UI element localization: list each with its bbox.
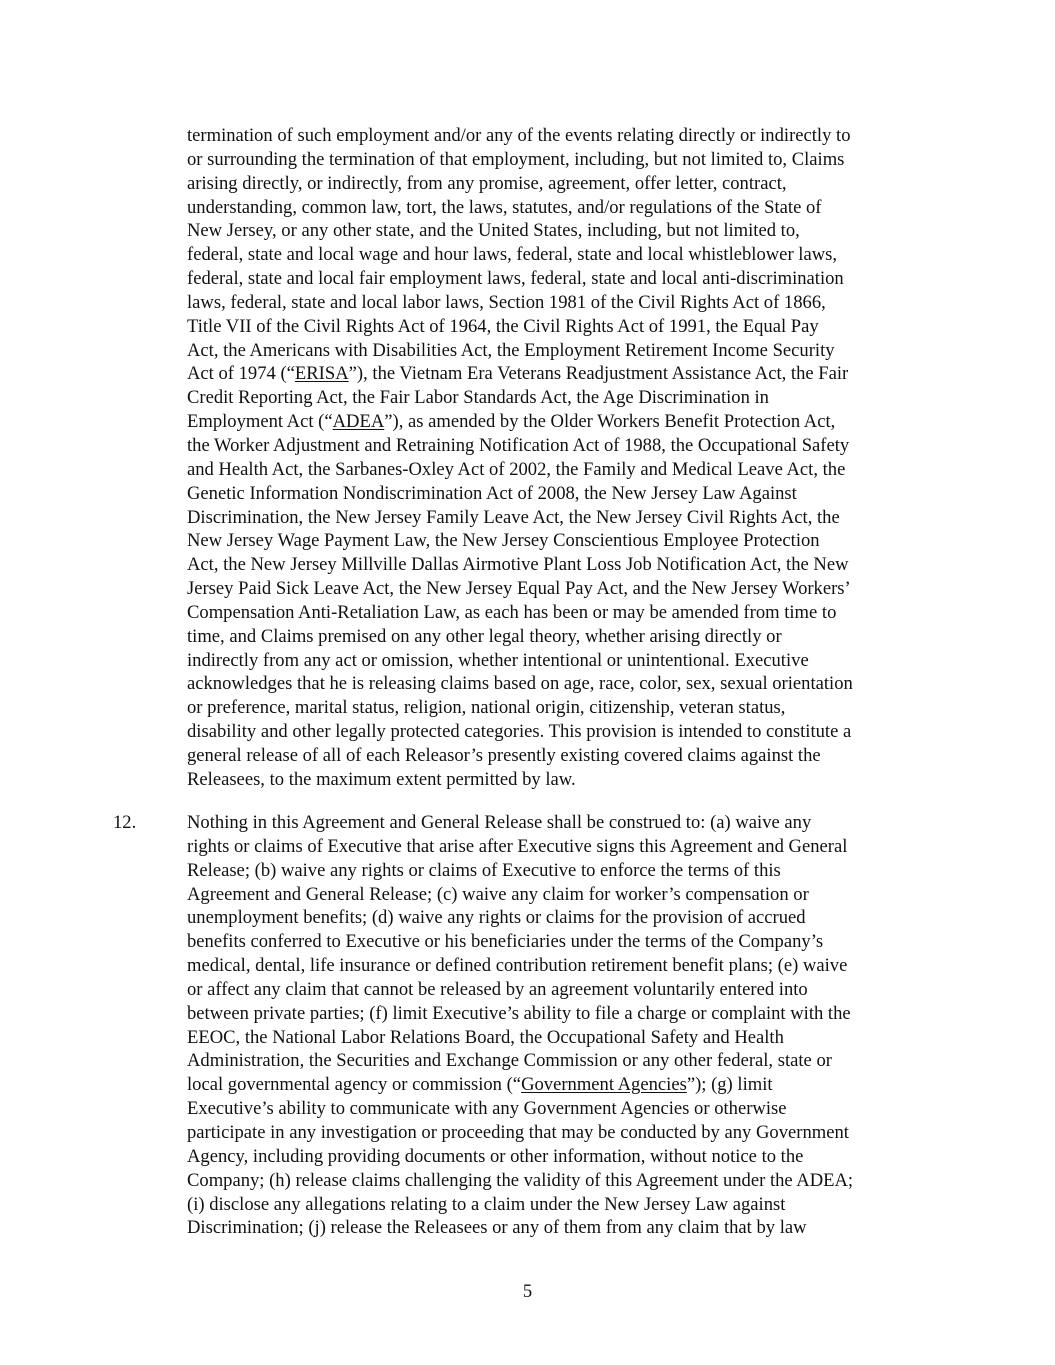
section-number: 12.	[113, 812, 137, 833]
text-line: federal, state and local fair employment laws, federal, state and local anti-discrimination	[187, 268, 844, 290]
text-line: (i) disclose any allegations relating to a claim under the New Jersey Law against	[187, 1193, 786, 1215]
text-line: New Jersey Wage Payment Law, the New Jersey Conscientious Employee Protection	[187, 530, 820, 552]
text-line: Releasees, to the maximum extent permitted by law.	[187, 768, 576, 790]
text-line: rights or claims of Executive that arise after Executive signs this Agreement and General	[187, 835, 848, 857]
text-line: federal, state and local wage and hour laws, federal, state and local whistleblower laws,	[187, 244, 838, 266]
text-line: disability and other legally protected categories. This provision is intended to constitute a	[187, 721, 852, 743]
page-number: 5	[522, 1281, 533, 1302]
text-line: benefits conferred to Executive or his beneficiaries under the terms of the Company’s	[187, 931, 824, 953]
text-line: Release; (b) waive any rights or claims of Executive to enforce the terms of this	[187, 859, 781, 881]
text-line: general release of all of each Releasor’s presently existing covered claims against the	[187, 744, 821, 766]
text-line: New Jersey, or any other state, and the United States, including, but not limited to,	[187, 220, 800, 242]
defined-term-erisa: ERISA	[294, 363, 349, 385]
defined-term-government-agencies: Government Agencies	[521, 1074, 687, 1096]
text-line: Discrimination, the New Jersey Family Leave Act, the New Jersey Civil Rights Act, the	[187, 506, 840, 528]
text-segment: ”); (g) limit	[686, 1074, 773, 1096]
text-segment: local governmental agency or commission (“	[187, 1074, 522, 1096]
text-line: Act, the Americans with Disabilities Act, the Employment Retirement Income Security	[187, 339, 835, 361]
text-line: or affect any claim that cannot be released by an agreement voluntarily entered into	[187, 978, 808, 1000]
continued-paragraph	[187, 124, 932, 792]
text-line: Compensation Anti-Retaliation Law, as each has been or may be amended from time to	[187, 601, 837, 623]
text-line: Company; (h) release claims challenging the validity of this Agreement under the ADEA;	[187, 1169, 854, 1191]
text-line: acknowledges that he is releasing claims based on age, race, color, sex, sexual orientation	[187, 673, 853, 695]
text-line: medical, dental, life insurance or defined contribution retirement benefit plans; (e) waive	[187, 955, 848, 977]
text-line: laws, federal, state and local labor laws, Section 1981 of the Civil Rights Act of 1866,	[187, 291, 826, 313]
text-line: indirectly from any act or omission, whether intentional or unintentional. Executive	[187, 649, 809, 671]
text-line: and Health Act, the Sarbanes-Oxley Act of 2002, the Family and Medical Leave Act, the	[187, 458, 846, 480]
text-line: or surrounding the termination of that employment, including, but not limited to, Claims	[187, 148, 845, 170]
text-line: time, and Claims premised on any other legal theory, whether arising directly or	[187, 625, 782, 647]
text-segment: Employment Act (“	[187, 411, 333, 433]
text-line: Nothing in this Agreement and General Release shall be construed to: (a) waive any	[187, 812, 812, 833]
defined-term-adea: ADEA	[332, 411, 385, 433]
text-line: Executive’s ability to communicate with any Government Agencies or otherwise	[187, 1098, 787, 1120]
text-line: termination of such employment and/or any of the events relating directly or indirectly to	[187, 125, 851, 146]
text-line: Agreement and General Release; (c) waive any claim for worker’s compensation or	[187, 883, 809, 905]
text-line: between private parties; (f) limit Executive’s ability to file a charge or complaint with the	[187, 1002, 851, 1024]
text-segment: ”), the Vietnam Era Veterans Readjustment Assistance Act, the Fair	[348, 363, 849, 385]
text-line: Discrimination; (j) release the Releasees or any of them from any claim that by law	[187, 1217, 807, 1239]
section-12-paragraph	[187, 811, 932, 1240]
text-line: the Worker Adjustment and Retraining Notification Act of 1988, the Occupational Safety	[187, 434, 850, 456]
text-segment: ”), as amended by the Older Workers Benefit Protection Act,	[384, 411, 836, 433]
text-line: Jersey Paid Sick Leave Act, the New Jersey Equal Pay Act, and the New Jersey Workers’	[187, 578, 851, 600]
text-line: Title VII of the Civil Rights Act of 1964, the Civil Rights Act of 1991, the Equal Pay	[187, 315, 819, 337]
text-line: EEOC, the National Labor Relations Board, the Occupational Safety and Health	[187, 1026, 784, 1048]
text-line: Agency, including providing documents or other information, without notice to the	[187, 1145, 804, 1167]
text-line-erisa	[187, 362, 932, 386]
text-line-government-agencies	[187, 1073, 932, 1097]
text-line: Act, the New Jersey Millville Dallas Airmotive Plant Loss Job Notification Act, the New	[187, 554, 849, 576]
text-line: Genetic Information Nondiscrimination Act of 2008, the New Jersey Law Against	[187, 482, 797, 504]
text-line: Administration, the Securities and Exchange Commission or any other federal, state or	[187, 1050, 832, 1072]
text-line: understanding, common law, tort, the laws, statutes, and/or regulations of the State of	[187, 196, 822, 218]
text-line-adea	[187, 410, 932, 434]
text-line: participate in any investigation or proceeding that may be conducted by any Government	[187, 1121, 849, 1143]
text-line: unemployment benefits; (d) waive any rights or claims for the provision of accrued	[187, 907, 806, 929]
text-line: Credit Reporting Act, the Fair Labor Standards Act, the Age Discrimination in	[187, 387, 769, 409]
text-line: arising directly, or indirectly, from any promise, agreement, offer letter, contract,	[187, 172, 787, 194]
text-line: or preference, marital status, religion, national origin, citizenship, veteran status,	[187, 697, 786, 719]
text-segment: Act of 1974 (“	[187, 363, 295, 385]
